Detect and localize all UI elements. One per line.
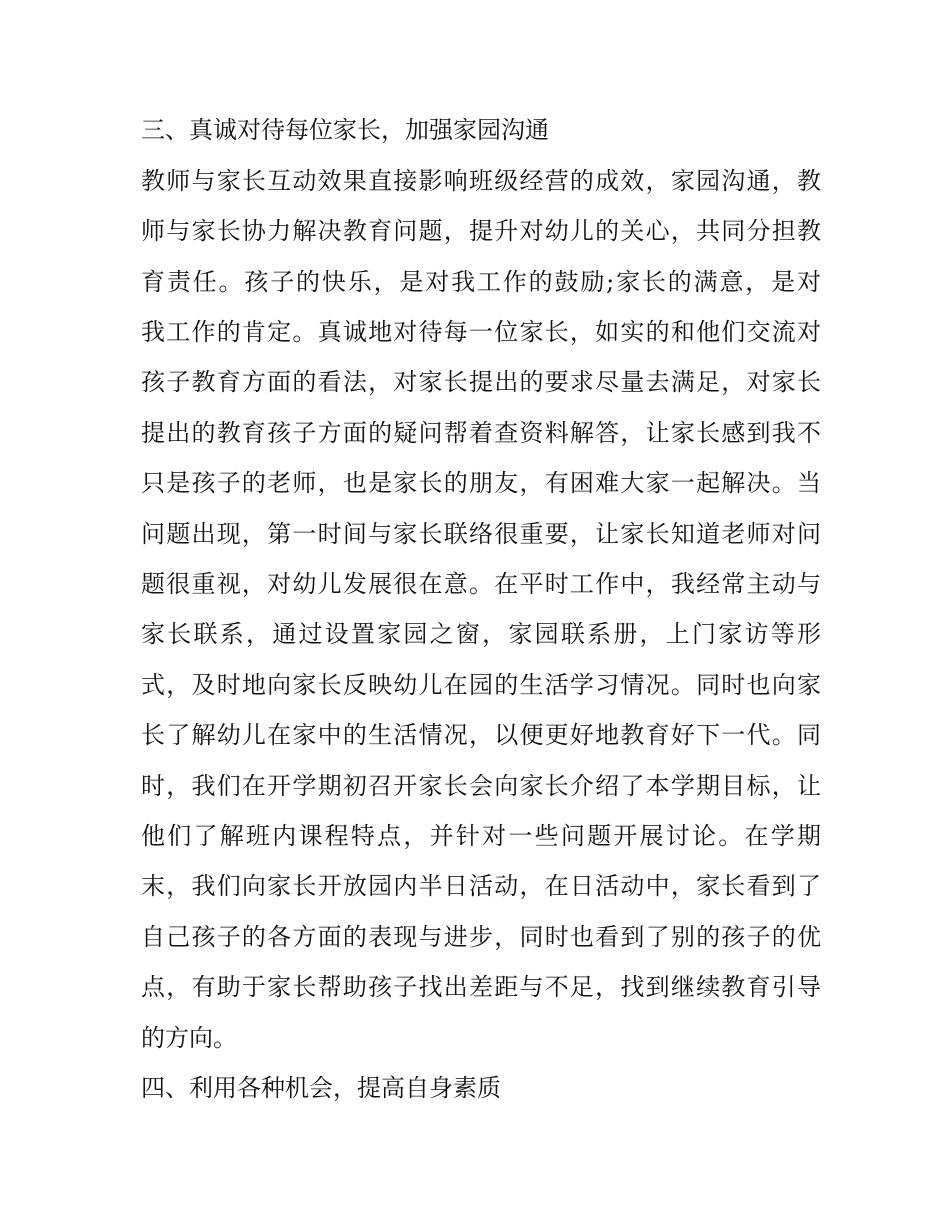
paragraph-line: 点，有助于家长帮助孩子找出差距与不足，找到继续教育引导 [141, 973, 821, 1001]
paragraph-line: 自己孩子的各方面的表现与进步，同时也看到了别的孩子的优 [141, 923, 821, 951]
paragraph-line: 只是孩子的老师，也是家长的朋友，有困难大家一起解决。当 [141, 469, 821, 497]
section-heading-4: 四、利用各种机会，提高自身素质 [141, 1074, 501, 1102]
paragraph-line: 时，我们在开学期初召开家长会向家长介绍了本学期目标，让 [141, 772, 821, 800]
paragraph-line: 问题出现，第一时间与家长联络很重要，让家长知道老师对问 [141, 520, 821, 548]
paragraph-line: 式，及时地向家长反映幼儿在园的生活学习情况。同时也向家 [141, 671, 821, 699]
paragraph-line: 育责任。孩子的快乐，是对我工作的鼓励;家长的满意，是对 [141, 268, 821, 296]
paragraph-line: 我工作的肯定。真诚地对待每一位家长，如实的和他们交流对 [141, 318, 821, 346]
section-heading-3: 三、真诚对待每位家长，加强家园沟通 [141, 116, 549, 144]
paragraph-line-last: 的方向。 [141, 1024, 237, 1052]
paragraph-line: 孩子教育方面的看法，对家长提出的要求尽量去满足，对家长 [141, 368, 821, 396]
paragraph-line: 提出的教育孩子方面的疑问帮着查资料解答，让家长感到我不 [141, 419, 821, 447]
paragraph-line: 家长联系，通过设置家园之窗，家园联系册，上门家访等形 [141, 620, 821, 648]
paragraph-line: 他们了解班内课程特点，并针对一些问题开展讨论。在学期 [141, 822, 821, 850]
paragraph-line: 题很重视，对幼儿发展很在意。在平时工作中，我经常主动与 [141, 570, 821, 598]
paragraph-line: 师与家长协力解决教育问题，提升对幼儿的关心，共同分担教 [141, 217, 821, 245]
paragraph-line: 长了解幼儿在家中的生活情况，以便更好地教育好下一代。同 [141, 721, 821, 749]
paragraph-line: 教师与家长互动效果直接影响班级经营的成效，家园沟通，教 [141, 167, 821, 195]
paragraph-line: 末，我们向家长开放园内半日活动，在日活动中，家长看到了 [141, 872, 821, 900]
